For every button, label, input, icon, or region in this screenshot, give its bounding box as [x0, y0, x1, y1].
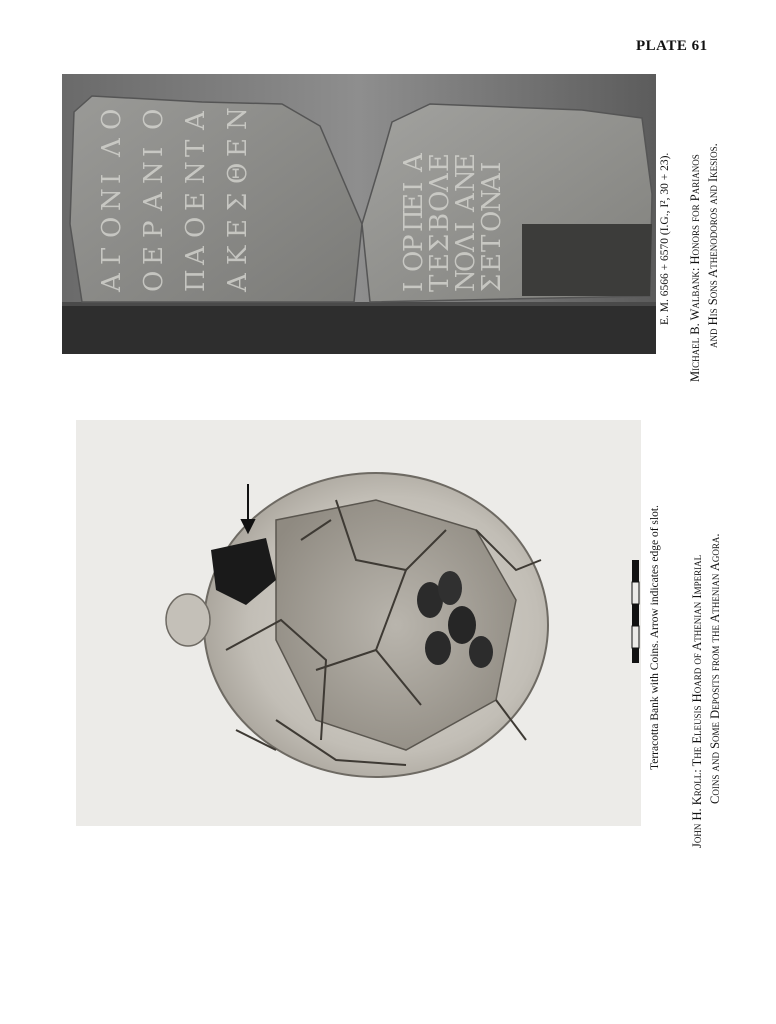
inscription-letter: Ο [139, 108, 169, 130]
inscription-letter: Ν [223, 107, 253, 130]
inscription-letter: Ε [223, 138, 253, 157]
inscription-letter: Π [181, 269, 211, 292]
terracotta-bank-image [76, 420, 641, 826]
inscription-letter: Ν [181, 161, 211, 184]
inscription-letter: Ο [181, 216, 211, 238]
inscription-letter: Κ [223, 245, 253, 265]
stone-fragments-caption: E. M. 6566 + 6570 (I.G., I², 30 + 23). [659, 152, 671, 325]
walbank-article-title-line-1: Michael B. Walbank: Honors for Parianos [688, 154, 702, 382]
inscription-letter: Ι [399, 181, 429, 192]
inscription-letter: Π [399, 209, 429, 232]
inscription-letter: Ο [477, 210, 507, 232]
inscription-letter: Σ [223, 192, 253, 211]
inscription-letter: Ε [451, 153, 481, 172]
inscription-letter: Θ [223, 162, 253, 184]
inscription-letter: Ι [97, 173, 127, 184]
inscription-letter: Α [181, 111, 211, 130]
inscription-letter: Σ [425, 233, 455, 252]
inscription-letter: Ε [425, 153, 455, 172]
terracotta-bank-photo [76, 420, 641, 826]
inscription-letter: Ν [451, 269, 481, 292]
inscription-letter: Τ [181, 139, 211, 157]
inscription-letter: Ε [181, 192, 211, 211]
inscription-letter: Ι [139, 146, 169, 157]
inscription-letter: Λ [97, 138, 127, 157]
inscription-letter: Α [181, 246, 211, 265]
inscription-letter: Τ [425, 274, 455, 292]
inscription-letter: Α [139, 192, 169, 211]
inscription-letter: Ο [97, 108, 127, 130]
inscription-letter: Α [451, 193, 481, 212]
inscription-letter: Ο [399, 250, 429, 272]
inscription-letter: Ο [451, 250, 481, 272]
inscription-letter: Τ [477, 234, 507, 252]
inscription-letter: Ρ [139, 220, 169, 238]
inscription-letter: Ι [399, 281, 429, 292]
inscription-letter: Γ [97, 246, 127, 265]
terracotta-bank-caption: Terracotta Bank with Coins. Arrow indicates edge of slot. [649, 505, 661, 770]
inscription-letter: Ρ [399, 234, 429, 252]
inscription-letter: Ν [97, 188, 127, 211]
inscription-letter: Β [425, 212, 455, 232]
inscription-letter: Λ [425, 173, 455, 192]
scale-bar [632, 560, 639, 663]
inscription-letter: Ε [399, 193, 429, 212]
inscription-letter: Ν [477, 189, 507, 212]
inscription-letter: Ο [139, 270, 169, 292]
inscription-letter: Ν [451, 169, 481, 192]
stone-fragments-photo [62, 74, 656, 354]
inscription-letter: Σ [477, 273, 507, 292]
stone-fragments-image [62, 74, 656, 354]
inscription-letter: Λ [451, 233, 481, 252]
inscription-letter: Ο [425, 190, 455, 212]
walbank-article-title-line-2: and His Sons Athenodoros and Ikesios. [706, 143, 720, 348]
inscription-letter: Ι [451, 221, 481, 232]
kroll-article-title-line-1: John H. Kroll: The Eleusis Hoard of Athenian Imperial [690, 554, 704, 848]
inscription-letter: Ε [223, 219, 253, 238]
kroll-article-title-line-2: Coins and Some Deposits from the Athenian Agora. [708, 533, 722, 804]
inscription-letter: Α [399, 153, 429, 172]
plate-number: PLATE 61 [636, 38, 708, 54]
inscription-letter: Α [223, 273, 253, 292]
inscription-letter: Ε [139, 246, 169, 265]
inscription-letter: Ο [97, 216, 127, 238]
inscription-letter: Ε [425, 253, 455, 272]
inscription-letter: Ν [139, 161, 169, 184]
inscription-letter: Ε [477, 253, 507, 272]
inscription-letter: Α [477, 173, 507, 192]
inscription-letter: Α [97, 273, 127, 292]
inscription-letter: Ι [477, 161, 507, 172]
